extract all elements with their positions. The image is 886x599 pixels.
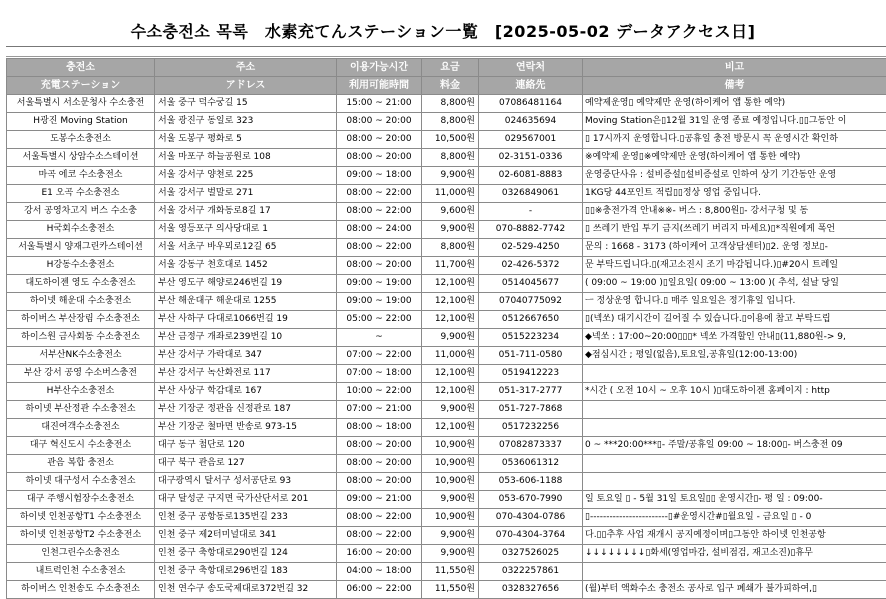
station-name-cell[interactable]: 도봉수소충전소 <box>7 131 155 149</box>
hours-cell[interactable]: 08:00 ~ 20:00 <box>337 113 422 131</box>
station-name-cell[interactable]: 하이넷 해운대 수소충전소 <box>7 293 155 311</box>
notes-cell[interactable]: ▯▯※충전가격 안내※※- 버스 : 8,800원▯- 강서구청 및 동 <box>583 203 886 221</box>
table-row <box>7 365 886 383</box>
table-row <box>7 113 886 131</box>
station-name-cell[interactable]: 하이넷 인천공항T1 수소충전소 <box>7 509 155 527</box>
contact-cell[interactable]: 0322257861 <box>479 563 583 581</box>
header-station-ja[interactable]: 充電ステーション <box>7 77 155 95</box>
hours-cell[interactable]: 08:00 ~ 18:00 <box>337 419 422 437</box>
contact-cell[interactable]: 0515223234 <box>479 329 583 347</box>
hours-cell[interactable]: 05:00 ~ 22:00 <box>337 311 422 329</box>
contact-cell[interactable]: 053-606-1188 <box>479 473 583 491</box>
address-cell[interactable]: 인천 중구 축항대로296번길 183 <box>155 563 337 581</box>
station-table <box>6 58 886 599</box>
table-row <box>7 185 886 203</box>
notes-cell[interactable]: ◆넥쏘 : 17:00~20:00▯▯▯* 넥쏘 가격할인 안내▯(11,880원-> 9, <box>583 329 886 347</box>
hours-cell[interactable]: 15:00 ~ 21:00 <box>337 95 422 113</box>
notes-cell[interactable]: Moving Station은▯12월 31일 운영 종료 예정입니다.▯▯그동안 이 <box>583 113 886 131</box>
contact-cell[interactable]: - <box>479 203 583 221</box>
station-name-cell[interactable]: 하이넷 부산정관 수소충전소 <box>7 401 155 419</box>
table-row <box>7 455 886 473</box>
station-name-cell[interactable]: H광진 Moving Station <box>7 113 155 131</box>
contact-cell[interactable]: 0512667650 <box>479 311 583 329</box>
address-cell[interactable]: 부산 사상구 학감대로 167 <box>155 383 337 401</box>
price-cell[interactable]: 11,700원 <box>422 257 479 275</box>
contact-cell[interactable]: 070-4304-0786 <box>479 509 583 527</box>
table-row <box>7 149 886 167</box>
table-row <box>7 581 886 599</box>
notes-cell[interactable]: ↓↓↓↓↓↓↓↓▯화세(영업마감, 설비점검, 재고소진)▯휴무 <box>583 545 886 563</box>
address-cell[interactable]: 부산 강서구 가락대로 347 <box>155 347 337 365</box>
notes-cell[interactable]: 문 부탁드립니다.▯(재고소진시 조기 마감됩니다.)▯#20시 트레일 <box>583 257 886 275</box>
address-cell[interactable]: 서울 영등포구 의사당대로 1 <box>155 221 337 239</box>
price-cell[interactable]: 11,550원 <box>422 581 479 599</box>
station-name-cell[interactable]: 대진여객수소충전소 <box>7 419 155 437</box>
station-name-cell[interactable]: 인천그린수소충전소 <box>7 545 155 563</box>
notes-cell[interactable]: ▯ 17시까지 운영합니다.▯공휴일 충전 방문시 꼭 운영시간 확인하 <box>583 131 886 149</box>
station-name-cell[interactable]: 강서 공영차고지 버스 수소충 <box>7 203 155 221</box>
contact-cell[interactable]: 02-6081-8883 <box>479 167 583 185</box>
notes-cell[interactable]: 0 ~ ***20:00***▯- 주말/공휴일 09:00 ~ 18:00▯- 버스충전 09 <box>583 437 886 455</box>
address-cell[interactable]: 부산 영도구 해양로246번길 19 <box>155 275 337 293</box>
contact-cell[interactable]: 070-8882-7742 <box>479 221 583 239</box>
station-name-cell[interactable]: 서울특별시 서소문청사 수소충전 <box>7 95 155 113</box>
table-row <box>7 419 886 437</box>
notes-cell[interactable]: 다.▯▯추후 사업 재개시 공지예정이며▯그동안 하이넷 인천공항 <box>583 527 886 545</box>
price-cell[interactable]: 9,600원 <box>422 203 479 221</box>
hours-cell[interactable]: 07:00 ~ 18:00 <box>337 365 422 383</box>
table-body <box>7 95 886 599</box>
price-cell[interactable]: 9,900원 <box>422 491 479 509</box>
header-contact[interactable]: 연락처 <box>479 59 583 77</box>
price-cell[interactable]: 11,550원 <box>422 563 479 581</box>
hours-cell[interactable]: 08:00 ~ 24:00 <box>337 221 422 239</box>
address-cell[interactable]: 서울 서초구 바우뫼로12길 65 <box>155 239 337 257</box>
header-hours[interactable]: 이용가능시간 <box>337 59 422 77</box>
price-cell[interactable]: 9,900원 <box>422 167 479 185</box>
notes-cell[interactable]: ( 09:00 ~ 19:00 )▯일요일( 09:00 ~ 13:00 )( 추석, 설날 당일 <box>583 275 886 293</box>
address-cell[interactable]: 서울 도봉구 평화로 5 <box>155 131 337 149</box>
hours-cell[interactable]: 08:00 ~ 22:00 <box>337 509 422 527</box>
station-name-cell[interactable]: 하이버스 인천송도 수소충전소 <box>7 581 155 599</box>
address-cell[interactable]: 부산 사하구 다대로1066번길 19 <box>155 311 337 329</box>
price-cell[interactable]: 8,800원 <box>422 113 479 131</box>
contact-cell[interactable]: 02-529-4250 <box>479 239 583 257</box>
address-cell[interactable]: 부산 기장군 정관읍 신정관로 187 <box>155 401 337 419</box>
address-cell[interactable]: 부산 금정구 개좌로239번길 10 <box>155 329 337 347</box>
hours-cell[interactable]: 09:00 ~ 21:00 <box>337 491 422 509</box>
table-row <box>7 239 886 257</box>
station-name-cell[interactable]: H부산수소충전소 <box>7 383 155 401</box>
address-cell[interactable]: 서울 중구 덕수궁길 15 <box>155 95 337 113</box>
hours-cell[interactable]: 08:00 ~ 20:00 <box>337 149 422 167</box>
hours-cell[interactable]: 08:00 ~ 20:00 <box>337 473 422 491</box>
notes-cell[interactable]: 일 토요일 ▯ - 5월 31일 토요일▯▯ 운영시간▯- 평 일 : 09:00- <box>583 491 886 509</box>
contact-cell[interactable]: 0519412223 <box>479 365 583 383</box>
contact-cell[interactable]: 029567001 <box>479 131 583 149</box>
notes-cell[interactable] <box>583 473 886 491</box>
station-name-cell[interactable]: H강동수소충전소 <box>7 257 155 275</box>
header-notes-ja[interactable]: 備考 <box>583 77 886 95</box>
table-row <box>7 527 886 545</box>
notes-cell[interactable]: (월)부터 액화수소 충전소 공사로 입구 폐쇄가 불가피하여,▯ <box>583 581 886 599</box>
contact-cell[interactable]: 024635694 <box>479 113 583 131</box>
station-name-cell[interactable]: 대구 주행시험장수소충전소 <box>7 491 155 509</box>
contact-cell[interactable]: 051-711-0580 <box>479 347 583 365</box>
table-row <box>7 437 886 455</box>
hours-cell[interactable]: 07:00 ~ 22:00 <box>337 347 422 365</box>
notes-cell[interactable]: *시간 ( 오전 10시 ~ 오후 10시 )▯대도하이젠 홈페이지 : http <box>583 383 886 401</box>
address-cell[interactable]: 서울 강동구 천호대로 1452 <box>155 257 337 275</box>
address-cell[interactable]: 인천 연수구 송도국제대로372번길 32 <box>155 581 337 599</box>
price-cell[interactable]: 12,100원 <box>422 293 479 311</box>
hours-cell[interactable]: 04:00 ~ 18:00 <box>337 563 422 581</box>
notes-cell[interactable]: 예약제운영▯ 예약제만 운영(하이케어 앱 통한 예약) <box>583 95 886 113</box>
table-row <box>7 509 886 527</box>
table-row <box>7 257 886 275</box>
contact-cell[interactable]: 07086481164 <box>479 95 583 113</box>
price-cell[interactable]: 8,800원 <box>422 239 479 257</box>
table-row <box>7 401 886 419</box>
price-cell[interactable]: 9,900원 <box>422 527 479 545</box>
price-cell[interactable]: 12,100원 <box>422 365 479 383</box>
header-hours-ja[interactable]: 利用可能時間 <box>337 77 422 95</box>
station-name-cell[interactable]: 하이스원 금사회동 수소충전소 <box>7 329 155 347</box>
address-cell[interactable]: 인천 중구 제2터미널대로 341 <box>155 527 337 545</box>
address-cell[interactable]: 서울 마포구 하늘공원로 108 <box>155 149 337 167</box>
header-price-ja[interactable]: 料金 <box>422 77 479 95</box>
station-name-cell[interactable]: H국회수소충전소 <box>7 221 155 239</box>
hours-cell[interactable]: 08:00 ~ 22:00 <box>337 185 422 203</box>
header-price[interactable]: 요금 <box>422 59 479 77</box>
title-divider-lower <box>6 56 886 57</box>
price-cell[interactable]: 10,900원 <box>422 437 479 455</box>
station-name-cell[interactable]: 하이넷 인천공항T2 수소충전소 <box>7 527 155 545</box>
contact-cell[interactable]: 0328327656 <box>479 581 583 599</box>
hours-cell[interactable]: 10:00 ~ 22:00 <box>337 383 422 401</box>
contact-cell[interactable]: 02-3151-0336 <box>479 149 583 167</box>
station-name-cell[interactable]: 서울특별시 상암수소스테이션 <box>7 149 155 167</box>
table-row <box>7 95 886 113</box>
contact-cell[interactable]: 07082873337 <box>479 437 583 455</box>
contact-cell[interactable]: 0327526025 <box>479 545 583 563</box>
address-cell[interactable]: 대구 북구 관음로 127 <box>155 455 337 473</box>
header-contact-ja[interactable]: 連絡先 <box>479 77 583 95</box>
contact-cell[interactable]: 02-426-5372 <box>479 257 583 275</box>
hours-cell[interactable]: 09:00 ~ 18:00 <box>337 167 422 185</box>
table-row <box>7 167 886 185</box>
price-cell[interactable]: 8,800원 <box>422 95 479 113</box>
notes-cell[interactable]: 1KG당 44포인트 적립▯▯정상 영업 중입니다. <box>583 185 886 203</box>
notes-cell[interactable]: 문의 : 1668 - 3173 (하이케어 고객상담센터)▯2. 운영 정보▯- <box>583 239 886 257</box>
contact-cell[interactable]: 07040775092 <box>479 293 583 311</box>
table-row <box>7 311 886 329</box>
table-row <box>7 563 886 581</box>
price-cell[interactable]: 9,900원 <box>422 545 479 563</box>
price-cell[interactable]: 10,900원 <box>422 455 479 473</box>
notes-cell[interactable]: ▯(넥쏘) 대기시간이 길어질 수 있습니다.▯이용에 참고 부탁드립 <box>583 311 886 329</box>
address-cell[interactable]: 서울 강서구 개화동로8길 17 <box>155 203 337 221</box>
hours-cell[interactable]: 08:00 ~ 22:00 <box>337 527 422 545</box>
price-cell[interactable]: 8,800원 <box>422 149 479 167</box>
contact-cell[interactable]: 0517232256 <box>479 419 583 437</box>
hours-cell[interactable]: ~ <box>337 329 422 347</box>
table-row <box>7 329 886 347</box>
address-cell[interactable]: 인천 중구 축항대로290번길 124 <box>155 545 337 563</box>
title-divider <box>6 46 886 47</box>
header-address-ja[interactable]: アドレス <box>155 77 337 95</box>
hours-cell[interactable]: 08:00 ~ 20:00 <box>337 437 422 455</box>
address-cell[interactable]: 부산 기장군 철마면 반송로 973-15 <box>155 419 337 437</box>
hours-cell[interactable]: 07:00 ~ 21:00 <box>337 401 422 419</box>
table-row <box>7 491 886 509</box>
notes-cell[interactable] <box>583 419 886 437</box>
price-cell[interactable]: 11,000원 <box>422 185 479 203</box>
header-notes[interactable]: 비고 <box>583 59 886 77</box>
table-row <box>7 473 886 491</box>
address-cell[interactable]: 대구광역시 달서구 성서공단로 93 <box>155 473 337 491</box>
table-row <box>7 293 886 311</box>
address-cell[interactable]: 부산 해운대구 해운대로 1255 <box>155 293 337 311</box>
notes-cell[interactable]: ▯------------------------▯#운영시간#▯월요일 - 금요일 ▯ - 0 <box>583 509 886 527</box>
price-cell[interactable]: 12,100원 <box>422 383 479 401</box>
price-cell[interactable]: 9,900원 <box>422 401 479 419</box>
price-cell[interactable]: 9,900원 <box>422 221 479 239</box>
price-cell[interactable]: 10,900원 <box>422 473 479 491</box>
notes-cell[interactable] <box>583 455 886 473</box>
header-row-japanese <box>7 77 886 95</box>
hours-cell[interactable]: 09:00 ~ 19:00 <box>337 275 422 293</box>
contact-cell[interactable]: 051-317-2777 <box>479 383 583 401</box>
hours-cell[interactable]: 16:00 ~ 20:00 <box>337 545 422 563</box>
table-row <box>7 221 886 239</box>
price-cell[interactable]: 10,900원 <box>422 509 479 527</box>
table-row <box>7 131 886 149</box>
table-row <box>7 347 886 365</box>
contact-cell[interactable]: 0326849061 <box>479 185 583 203</box>
address-cell[interactable]: 서울 광진구 동일로 323 <box>155 113 337 131</box>
sheet-title: 수소충전소 목록 水素充てんステーション一覧 [2025-05-02 データアクセス日] <box>0 19 886 45</box>
notes-cell[interactable] <box>583 365 886 383</box>
hours-cell[interactable]: 08:00 ~ 22:00 <box>337 239 422 257</box>
header-address[interactable]: 주소 <box>155 59 337 77</box>
hours-cell[interactable]: 08:00 ~ 22:00 <box>337 203 422 221</box>
table-row <box>7 383 886 401</box>
hours-cell[interactable]: 09:00 ~ 19:00 <box>337 293 422 311</box>
price-cell[interactable]: 12,100원 <box>422 311 479 329</box>
hours-cell[interactable]: 08:00 ~ 20:00 <box>337 455 422 473</box>
station-name-cell[interactable]: 하이넷 대구성서 수소충전소 <box>7 473 155 491</box>
contact-cell[interactable]: 051-727-7868 <box>479 401 583 419</box>
notes-cell[interactable]: ㅡ 정상운영 합니다.▯ 매주 일요일은 정기휴일 입니다. <box>583 293 886 311</box>
address-cell[interactable]: 대구 동구 첨단로 120 <box>155 437 337 455</box>
table-row <box>7 275 886 293</box>
address-cell[interactable]: 인천 중구 공항동로135번길 233 <box>155 509 337 527</box>
price-cell[interactable]: 9,900원 <box>422 329 479 347</box>
station-name-cell[interactable]: 대구 혁신도시 수소충전소 <box>7 437 155 455</box>
notes-cell[interactable]: ◆점심시간 ; 평일(없음),토요일,공휴일(12:00-13:00) <box>583 347 886 365</box>
station-name-cell[interactable]: 관음 복합 충전소 <box>7 455 155 473</box>
address-cell[interactable]: 부산 강서구 녹산화전로 117 <box>155 365 337 383</box>
station-name-cell[interactable]: 부산 강서 공영 수소버스충전 <box>7 365 155 383</box>
notes-cell[interactable] <box>583 563 886 581</box>
price-cell[interactable]: 12,100원 <box>422 419 479 437</box>
station-name-cell[interactable]: 하이버스 부산장림 수소충전소 <box>7 311 155 329</box>
station-name-cell[interactable]: E1 오곡 수소충전소 <box>7 185 155 203</box>
notes-cell[interactable]: 운영중단사유 : 설비증설▯설비증설로 인하여 상기 기간동안 운영 <box>583 167 886 185</box>
table-row <box>7 203 886 221</box>
hours-cell[interactable]: 08:00 ~ 20:00 <box>337 131 422 149</box>
price-cell[interactable]: 12,100원 <box>422 275 479 293</box>
header-row-korean <box>7 59 886 77</box>
hours-cell[interactable]: 06:00 ~ 22:00 <box>337 581 422 599</box>
station-name-cell[interactable]: 서부산NK수소충전소 <box>7 347 155 365</box>
contact-cell[interactable]: 0514045677 <box>479 275 583 293</box>
address-cell[interactable]: 서울 강서구 벌말로 271 <box>155 185 337 203</box>
hours-cell[interactable]: 08:00 ~ 20:00 <box>337 257 422 275</box>
notes-cell[interactable]: ※예약제 운영▯※예약제만 운영(하이케어 앱 통한 예약) <box>583 149 886 167</box>
station-name-cell[interactable]: 서울특별시 양재그린카스테이션 <box>7 239 155 257</box>
table-row <box>7 545 886 563</box>
station-name-cell[interactable]: 내트럭인천 수소충전소 <box>7 563 155 581</box>
header-station[interactable]: 충전소 <box>7 59 155 77</box>
notes-cell[interactable]: ▯ 쓰레기 반입 투기 금지(쓰레기 버리지 마세요)▯*직원에게 폭언 <box>583 221 886 239</box>
address-cell[interactable]: 대구 달성군 구지면 국가산단서로 201 <box>155 491 337 509</box>
address-cell[interactable]: 서울 강서구 양천로 225 <box>155 167 337 185</box>
station-name-cell[interactable]: 대도하이젠 영도 수소충전소 <box>7 275 155 293</box>
contact-cell[interactable]: 0536061312 <box>479 455 583 473</box>
price-cell[interactable]: 11,000원 <box>422 347 479 365</box>
contact-cell[interactable]: 070-4304-3764 <box>479 527 583 545</box>
station-name-cell[interactable]: 마곡 에코 수소충전소 <box>7 167 155 185</box>
price-cell[interactable]: 10,500원 <box>422 131 479 149</box>
contact-cell[interactable]: 053-670-7990 <box>479 491 583 509</box>
notes-cell[interactable] <box>583 401 886 419</box>
